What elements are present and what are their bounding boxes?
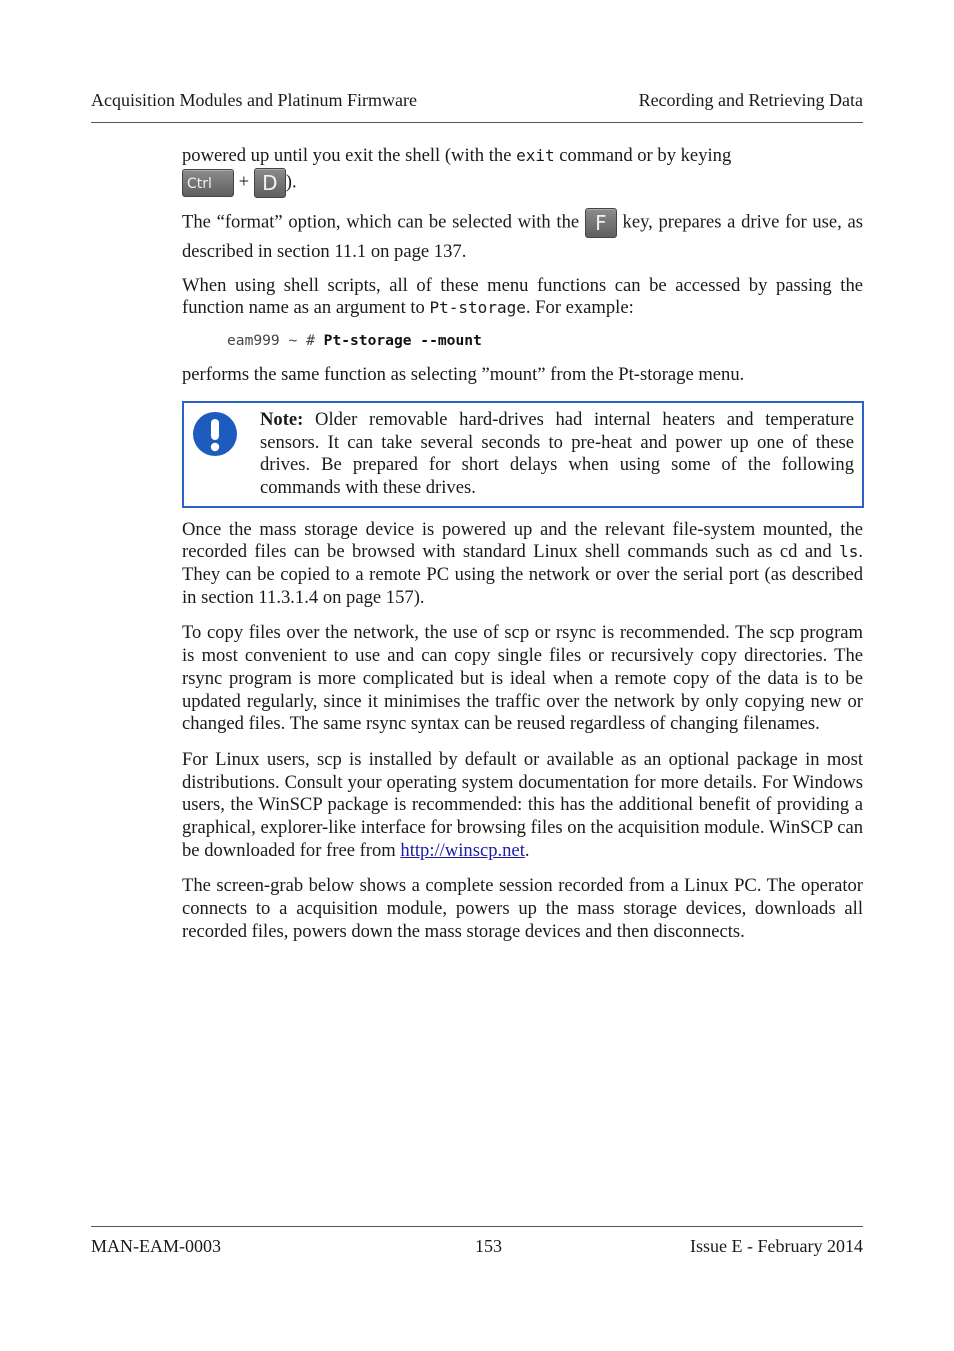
exit-command: exit xyxy=(516,146,555,165)
exclamation-icon xyxy=(192,411,238,457)
paragraph-scp-rsync: To copy files over the network, the use of scp or rsync is recommended. The scp program is most convenient to use and can copy single files or recursively copy directories. The rsync program is more complicated but is ideal when a remote copy of the data is to be updated regularly, since it minimises the traffic over the network by only copying new or changed files. The same rsync syntax can be reused regardless of changing filenames. xyxy=(182,622,863,735)
footer-rule xyxy=(91,1226,863,1227)
paragraph-shell-scripts: When using shell scripts, all of these menu functions can be accessed by passing the function name as an argument to Pt-storage. For example: xyxy=(182,274,863,319)
header-right: Recording and Retrieving Data xyxy=(638,90,863,110)
paragraph-format-option: The “format” option, which can be selected with the F key, prepares a drive for use, as described in section 11.1 on page 137. xyxy=(182,208,863,265)
paragraph-screen-grab: The screen-grab below shows a complete session recorded from a Linux PC. The operator connects to a acquisition module, powers up the mass storage devices, downloads all recorded files, powers down the mass storage devices and then disconnects. xyxy=(182,875,863,942)
ls-command: ls xyxy=(839,542,859,562)
note-text: Note: Older removable hard-drives had internal heaters and temperature sensors. It can take several seconds to pre-heat and power up one of these drives. Be prepared for short delays when using some of the following commands with these drives. xyxy=(260,408,854,498)
code-example xyxy=(227,331,863,351)
note-box xyxy=(182,401,864,508)
ctrl-key-icon: Ctrl xyxy=(182,169,234,197)
page-number: 153 xyxy=(475,1236,502,1256)
f-key-icon: F xyxy=(585,208,617,238)
note-label: Note: xyxy=(260,408,304,430)
code-command: Pt-storage --mount xyxy=(323,332,482,350)
footer-doc-id: MAN-EAM-0003 xyxy=(91,1236,221,1256)
paragraph-winscp: For Linux users, scp is installed by default or available as an optional package in most distributions. Consult your operating system documentation for more details. For Windows users, the WinSCP package is recommended: this has the additional benefit of providing a graphical, explorer-like interface for browsing files on the acquisition module. WinSCP can be downloaded for free from http://winscp.net. xyxy=(182,748,863,861)
paragraph-mount-function: performs the same function as selecting ”mount” from the Pt-storage menu. xyxy=(182,364,745,386)
winscp-link[interactable]: http://winscp.net xyxy=(400,839,525,861)
d-key-icon: D xyxy=(254,168,286,198)
pt-storage-command: Pt-storage xyxy=(429,298,526,318)
page-body xyxy=(182,145,863,944)
page-footer xyxy=(91,1236,863,1260)
code-prompt: eam999 ~ # xyxy=(227,332,324,350)
header-rule xyxy=(91,122,863,123)
footer-issue: Issue E - February 2014 xyxy=(690,1236,863,1256)
paragraph-mass-storage: Once the mass storage device is powered up and the relevant file-system mounted, the recorded files can be browsed with standard Linux shell commands such as cd and ls. They can be copied to a remote PC using the network or over the serial port (as described in section 11.3.1.4 on page 157). xyxy=(182,518,863,608)
paragraph-exit-shell: powered up until you exit the shell (with the exit command or by keying Ctrl + D ). xyxy=(182,145,863,198)
header-left: Acquisition Modules and Platinum Firmware xyxy=(91,90,417,110)
page-header xyxy=(91,90,863,114)
